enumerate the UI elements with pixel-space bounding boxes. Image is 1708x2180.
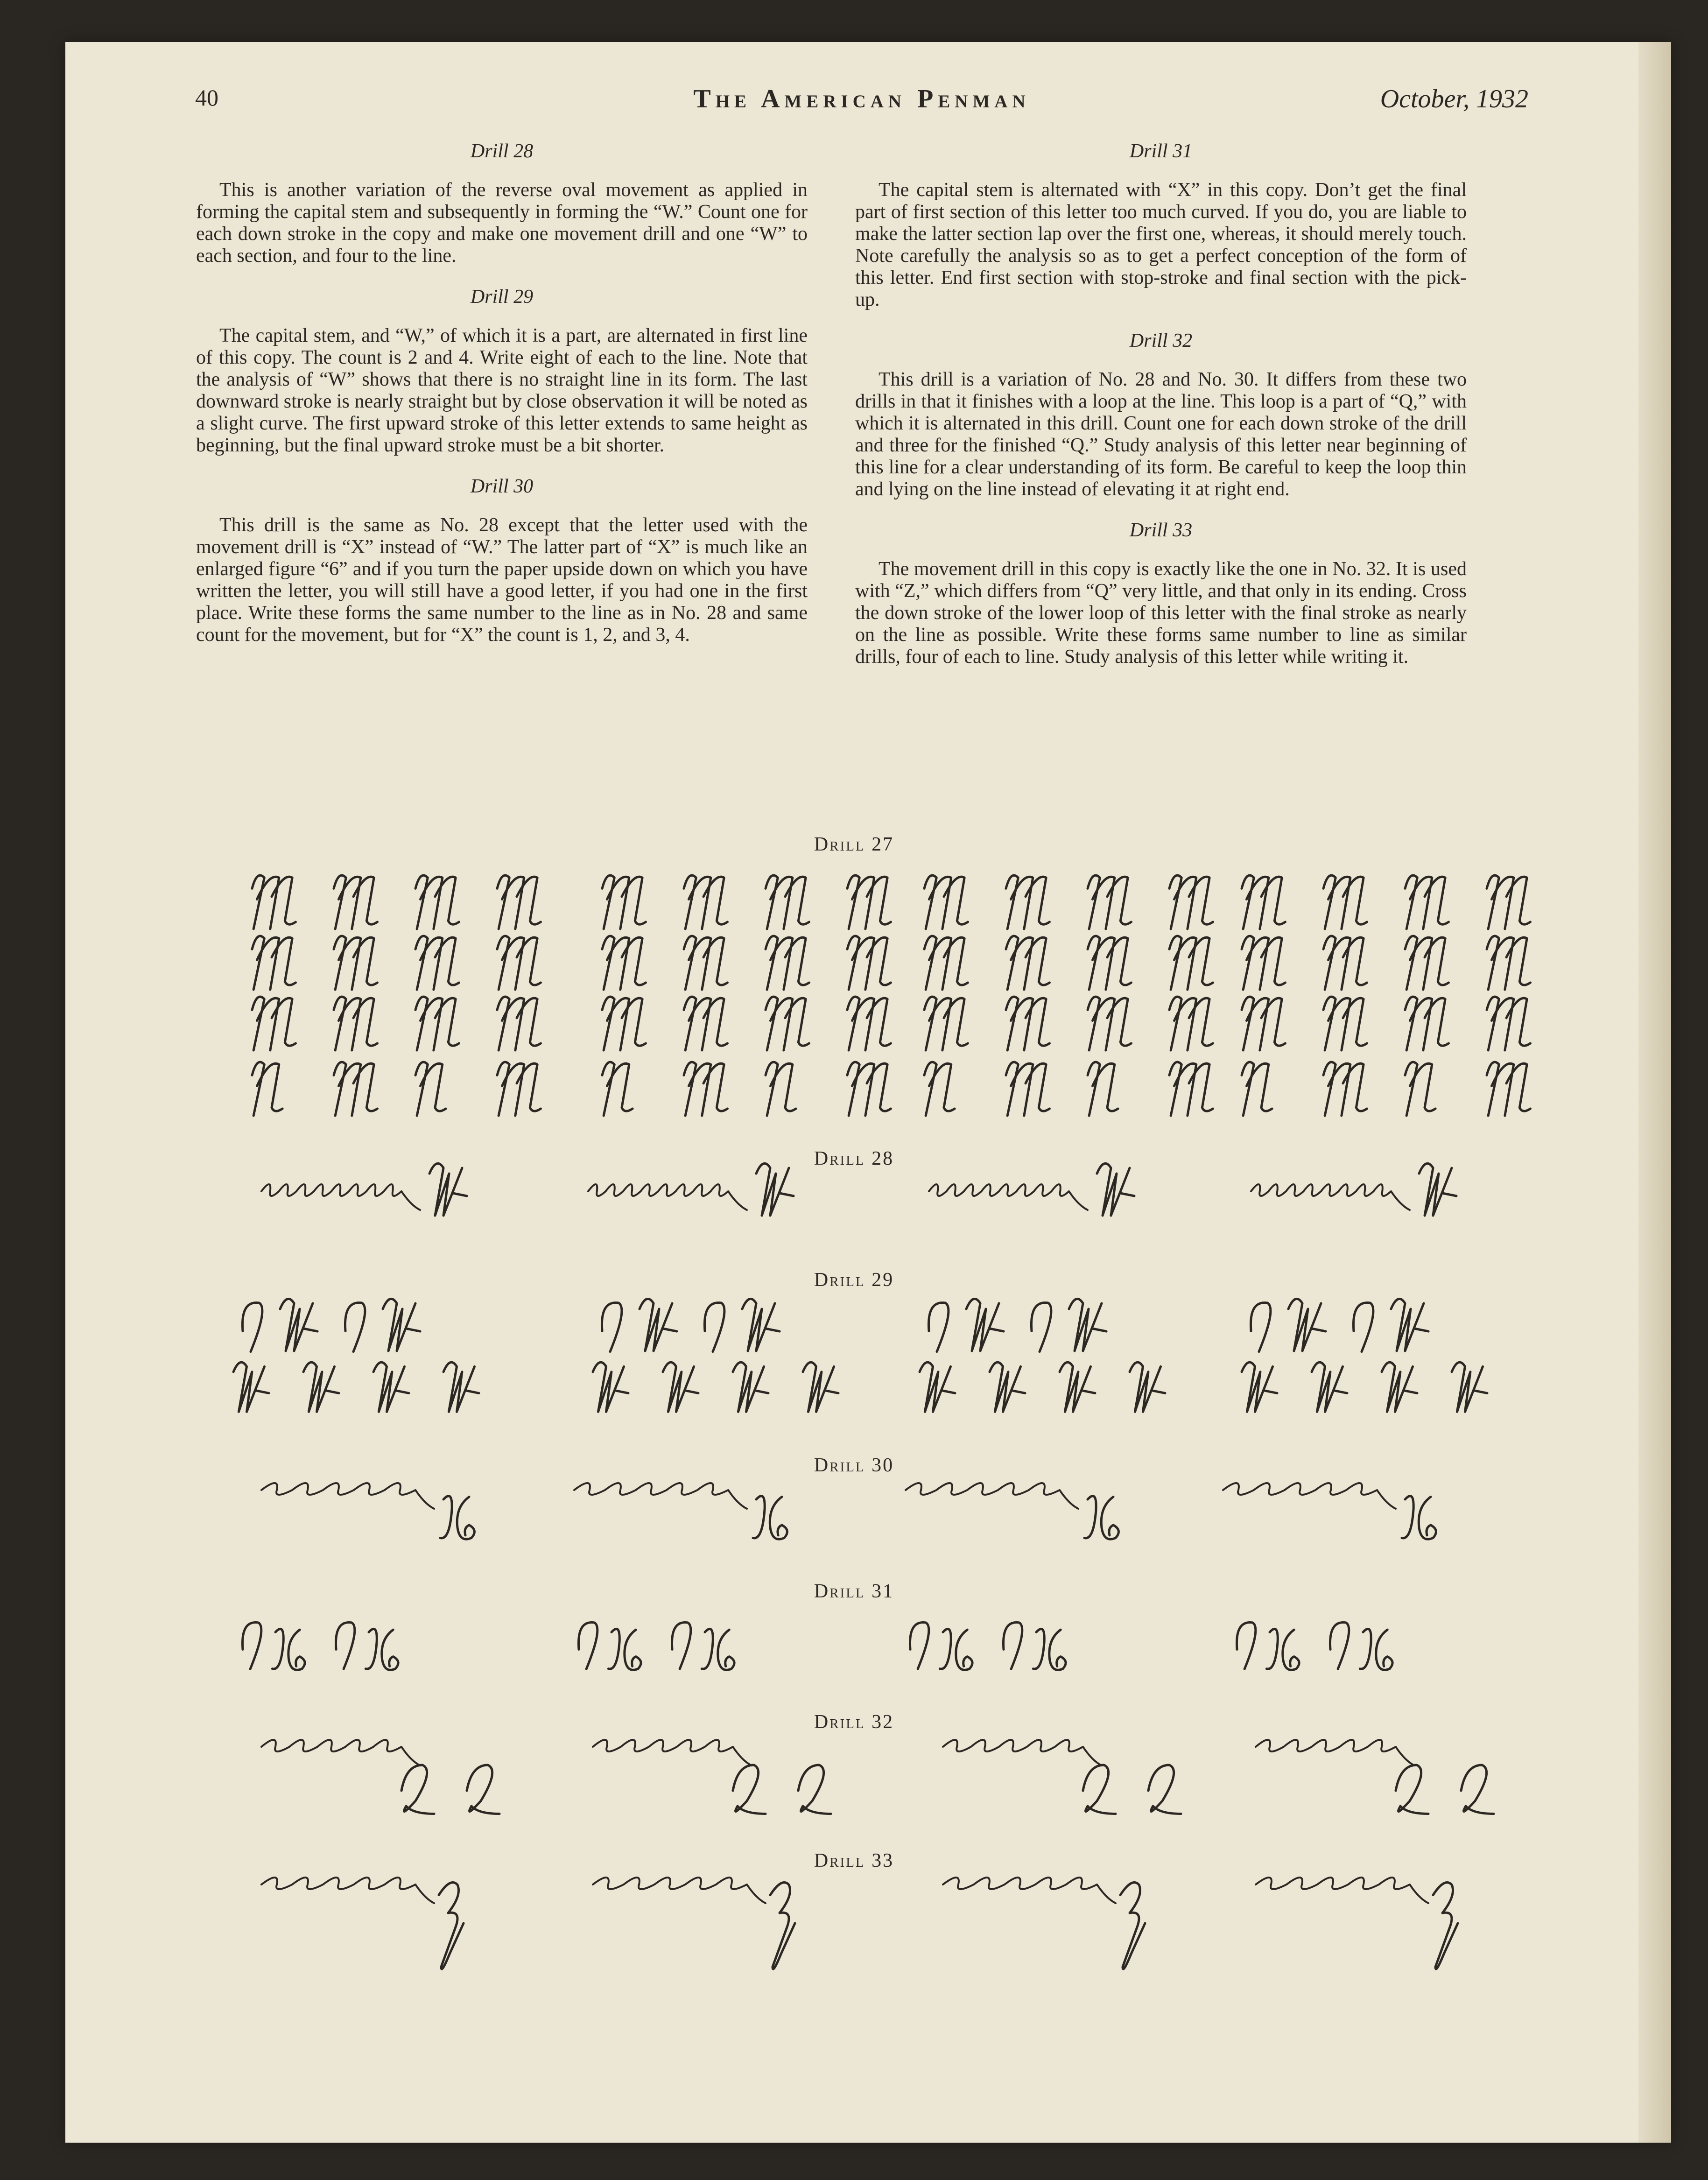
script-capital-stem bbox=[1251, 1303, 1270, 1352]
script-letter-m-n bbox=[1487, 936, 1530, 990]
script-letter-m-n bbox=[684, 936, 727, 990]
plate-label-drill-33: Drill 33 bbox=[814, 1850, 894, 1871]
movement-drill bbox=[261, 1878, 434, 1903]
script-letter-q bbox=[1148, 1765, 1181, 1814]
script-capital-stem bbox=[704, 1303, 724, 1352]
script-letter-m-n bbox=[497, 936, 541, 990]
script-letter-m-n bbox=[1169, 936, 1213, 990]
drill-heading: Drill 33 bbox=[1129, 520, 1193, 541]
script-letter-m-n bbox=[847, 1062, 891, 1116]
script-letter-w bbox=[429, 1163, 467, 1216]
drill-paragraph: The movement drill in this copy is exactly like the one in No. 32. It is used with “Z,” which differs from “Q” very little, and that only in its ending. Cross the down stroke of the lower loop of this letter with the final stroke as nearly on the line as possible. Write these forms same number to line as similar drills, four of each to line. Study analysis of this letter while writing it. bbox=[855, 558, 1467, 668]
script-letter-q bbox=[1461, 1765, 1494, 1814]
script-letter-m-n bbox=[415, 875, 459, 929]
script-letter-m-n bbox=[684, 1062, 727, 1116]
script-letter-w bbox=[303, 1362, 339, 1412]
movement-drill bbox=[1251, 1184, 1410, 1210]
plate-label-drill-30: Drill 30 bbox=[814, 1455, 894, 1476]
drill-heading: Drill 28 bbox=[470, 141, 534, 162]
script-letter-m-n bbox=[1323, 997, 1367, 1050]
script-letter-z bbox=[1120, 1883, 1145, 1969]
script-letter-m-n bbox=[766, 936, 809, 990]
movement-drill bbox=[929, 1184, 1088, 1210]
script-letter-x bbox=[753, 1496, 787, 1540]
movement-drill bbox=[1223, 1483, 1396, 1509]
script-capital-stem bbox=[1031, 1303, 1051, 1352]
plate-label-drill-32: Drill 32 bbox=[814, 1711, 894, 1733]
script-letter-q bbox=[401, 1765, 434, 1814]
script-letter-x bbox=[940, 1629, 972, 1670]
script-letter-m-n bbox=[415, 997, 459, 1050]
movement-drill bbox=[593, 1878, 766, 1903]
plate-label-drill-27: Drill 27 bbox=[814, 834, 894, 855]
script-capital-stem bbox=[578, 1623, 597, 1669]
drill-paragraph: This is another variation of the reverse oval movement as applied in forming the capital stem and subsequently in forming the “W.” Count one for each down stroke in the copy and make one movement drill and one “W” to each section, and four to the line. bbox=[196, 179, 808, 267]
script-letter-m-n bbox=[334, 875, 377, 929]
drill-heading: Drill 30 bbox=[470, 476, 534, 497]
script-letter-m-n bbox=[684, 997, 727, 1050]
script-capital-stem bbox=[1237, 1623, 1255, 1669]
script-capital-stem bbox=[1353, 1303, 1373, 1352]
movement-drill bbox=[943, 1740, 1102, 1765]
script-letter-x bbox=[1266, 1629, 1299, 1670]
script-letter-m-n bbox=[1006, 875, 1049, 929]
script-letter-w bbox=[990, 1362, 1025, 1412]
script-letter-m-n bbox=[847, 875, 891, 929]
script-letter-m-n bbox=[1405, 997, 1448, 1050]
script-letter-m-n bbox=[1088, 1062, 1118, 1116]
script-letter-m-n bbox=[1323, 936, 1367, 990]
page-number: 40 bbox=[195, 84, 218, 111]
script-letter-m-n bbox=[1242, 997, 1285, 1050]
script-capital-stem bbox=[928, 1303, 948, 1352]
script-capital-stem bbox=[910, 1623, 928, 1669]
drill-heading: Drill 32 bbox=[1129, 330, 1193, 352]
script-capital-stem bbox=[1003, 1623, 1022, 1669]
script-letter-m-n bbox=[415, 1062, 446, 1116]
script-letter-m-n bbox=[1323, 875, 1367, 929]
movement-drill bbox=[261, 1740, 420, 1765]
drill-paragraph: The capital stem is alternated with “X” in this copy. Don’t get the final part of first section of this letter too much curved. If you do, you are liable to make the latter section lap over the first one, whereas, it should merely touch. Note carefully the analysis so as to get a perfect conception of the form of this letter. End first section with stop-stroke and final section with the pick-up. bbox=[855, 179, 1467, 310]
movement-drill bbox=[1256, 1740, 1414, 1765]
script-letter-m-n bbox=[1088, 875, 1131, 929]
script-letter-m-n bbox=[602, 936, 646, 990]
script-letter-m-n bbox=[924, 875, 968, 929]
script-letter-m-n bbox=[1487, 997, 1530, 1050]
script-letter-m-n bbox=[847, 997, 891, 1050]
script-letter-m-n bbox=[766, 997, 809, 1050]
movement-drill bbox=[588, 1184, 747, 1210]
script-letter-q bbox=[1396, 1765, 1428, 1814]
script-letter-m-n bbox=[602, 997, 646, 1050]
script-letter-w bbox=[593, 1362, 628, 1412]
script-letter-m-n bbox=[1323, 1062, 1367, 1116]
script-letter-w bbox=[1288, 1299, 1326, 1351]
script-letter-q bbox=[733, 1765, 766, 1814]
script-letter-m-n bbox=[497, 1062, 541, 1116]
script-letter-x bbox=[272, 1629, 305, 1670]
script-letter-m-n bbox=[1006, 1062, 1049, 1116]
script-capital-stem bbox=[1330, 1623, 1349, 1669]
script-letter-w bbox=[1312, 1362, 1347, 1412]
script-letter-m-n bbox=[924, 997, 968, 1050]
plate-label-drill-31: Drill 31 bbox=[814, 1581, 894, 1602]
script-letter-x bbox=[1360, 1629, 1392, 1670]
script-letter-m-n bbox=[252, 875, 295, 929]
movement-drill bbox=[261, 1483, 434, 1509]
script-letter-m-n bbox=[1405, 1062, 1435, 1116]
script-letter-m-n bbox=[602, 875, 646, 929]
drill-heading: Drill 31 bbox=[1129, 141, 1193, 162]
script-letter-m-n bbox=[497, 875, 541, 929]
script-letter-m-n bbox=[415, 936, 459, 990]
script-letter-w bbox=[1382, 1362, 1417, 1412]
movement-drill bbox=[261, 1184, 420, 1210]
script-letter-m-n bbox=[1487, 1062, 1530, 1116]
movement-drill bbox=[574, 1483, 747, 1509]
script-letter-w bbox=[756, 1163, 794, 1216]
script-letter-z bbox=[1433, 1883, 1458, 1969]
script-letter-m-n bbox=[847, 936, 891, 990]
script-letter-m-n bbox=[1169, 1062, 1213, 1116]
script-letter-w bbox=[803, 1362, 838, 1412]
script-letter-m-n bbox=[1487, 875, 1530, 929]
script-letter-m-n bbox=[1006, 997, 1049, 1050]
script-letter-x bbox=[702, 1629, 734, 1670]
script-letter-q bbox=[1083, 1765, 1116, 1814]
script-letter-w bbox=[1391, 1299, 1428, 1351]
script-letter-w bbox=[920, 1362, 955, 1412]
drill-heading: Drill 29 bbox=[470, 286, 534, 308]
script-letter-m-n bbox=[924, 936, 968, 990]
movement-drill bbox=[906, 1483, 1078, 1509]
script-letter-w bbox=[1130, 1362, 1165, 1412]
publication-title: The American Penman bbox=[693, 84, 1030, 113]
script-letter-m-n bbox=[766, 1062, 796, 1116]
script-letter-w bbox=[1452, 1362, 1487, 1412]
drill-paragraph: This drill is the same as No. 28 except that the letter used with the movement drill is “X” instead of “W.” The latter part of “X” is much like an enlarged figure “6” and if you turn the paper upside down on which you have written the letter, you will still have a good letter, if you had one in the first place. Write these forms the same number to the line as in No. 28 and same count for the movement, but for “X” the count is 1, 2, and 3, 4. bbox=[196, 514, 808, 646]
script-letter-m-n bbox=[1242, 875, 1285, 929]
script-capital-stem bbox=[336, 1623, 354, 1669]
script-letter-m-n bbox=[1169, 997, 1213, 1050]
script-letter-m-n bbox=[252, 936, 295, 990]
script-letter-x bbox=[1033, 1629, 1066, 1670]
script-letter-w bbox=[383, 1299, 420, 1351]
script-letter-m-n bbox=[684, 875, 727, 929]
script-letter-q bbox=[467, 1765, 499, 1814]
script-letter-m-n bbox=[1242, 936, 1285, 990]
script-letter-w bbox=[443, 1362, 479, 1412]
script-letter-m-n bbox=[334, 1062, 377, 1116]
issue-date: October, 1932 bbox=[1380, 84, 1528, 113]
script-letter-m-n bbox=[1088, 936, 1131, 990]
script-letter-x bbox=[1402, 1496, 1436, 1540]
script-letter-w bbox=[280, 1299, 317, 1351]
script-letter-w bbox=[640, 1299, 677, 1351]
script-letter-x bbox=[365, 1629, 398, 1670]
drill-paragraph: This drill is a variation of No. 28 and No. 30. It differs from these two drills in that it finishes with a loop at the line. This loop is a part of “Q,” with which it is alternated in this drill. Count one for each down stroke of the drill and three for the finished “Q.” Study analysis of this letter near beginning of this line for a clear understanding of its form. Be careful to keep the loop thin and lying on the line instead of elevating it at right end. bbox=[855, 369, 1467, 500]
movement-drill bbox=[1256, 1878, 1428, 1903]
script-letter-w bbox=[1069, 1299, 1106, 1351]
script-letter-m-n bbox=[1405, 875, 1448, 929]
script-letter-x bbox=[1084, 1496, 1118, 1540]
script-letter-q bbox=[798, 1765, 831, 1814]
script-letter-z bbox=[770, 1883, 795, 1969]
script-letter-m-n bbox=[766, 875, 809, 929]
script-letter-w bbox=[663, 1362, 698, 1412]
script-capital-stem bbox=[345, 1303, 365, 1352]
script-letter-w bbox=[742, 1299, 780, 1351]
plate-label-drill-28: Drill 28 bbox=[814, 1148, 894, 1169]
script-letter-m-n bbox=[924, 1062, 955, 1116]
script-capital-stem bbox=[602, 1303, 621, 1352]
script-capital-stem bbox=[242, 1303, 262, 1352]
plate-label-drill-29: Drill 29 bbox=[814, 1269, 894, 1291]
script-capital-stem bbox=[672, 1623, 690, 1669]
script-letter-m-n bbox=[1242, 1062, 1272, 1116]
script-letter-m-n bbox=[252, 1062, 282, 1116]
script-letter-w bbox=[733, 1362, 768, 1412]
script-letter-w bbox=[966, 1299, 1004, 1351]
script-letter-m-n bbox=[1405, 936, 1448, 990]
script-capital-stem bbox=[242, 1623, 261, 1669]
script-letter-w bbox=[1242, 1362, 1277, 1412]
script-letter-m-n bbox=[1006, 936, 1049, 990]
script-letter-m-n bbox=[252, 997, 295, 1050]
script-letter-w bbox=[373, 1362, 409, 1412]
script-letter-w bbox=[233, 1362, 269, 1412]
script-letter-m-n bbox=[334, 997, 377, 1050]
script-letter-m-n bbox=[497, 997, 541, 1050]
script-letter-x bbox=[608, 1629, 641, 1670]
script-letter-m-n bbox=[334, 936, 377, 990]
script-letter-w bbox=[1097, 1163, 1134, 1216]
script-letter-x bbox=[440, 1496, 474, 1540]
script-letter-m-n bbox=[1169, 875, 1213, 929]
movement-drill bbox=[943, 1878, 1116, 1903]
script-letter-w bbox=[1419, 1163, 1456, 1216]
script-letter-m-n bbox=[602, 1062, 633, 1116]
drill-paragraph: The capital stem, and “W,” of which it is a part, are alternated in first line of this copy. The count is 2 and 4. Write eight of each to the line. Note that the analysis of “W” shows that there is no straight line in its form. The last downward stroke is nearly straight but by close observation it will be noted as a slight curve. The first upward stroke of this letter extends to same height as beginning, but the final upward stroke must be a bit shorter. bbox=[196, 325, 808, 456]
script-letter-w bbox=[1060, 1362, 1095, 1412]
script-letter-z bbox=[439, 1883, 464, 1969]
script-letter-m-n bbox=[1088, 997, 1131, 1050]
movement-drill bbox=[593, 1740, 752, 1765]
